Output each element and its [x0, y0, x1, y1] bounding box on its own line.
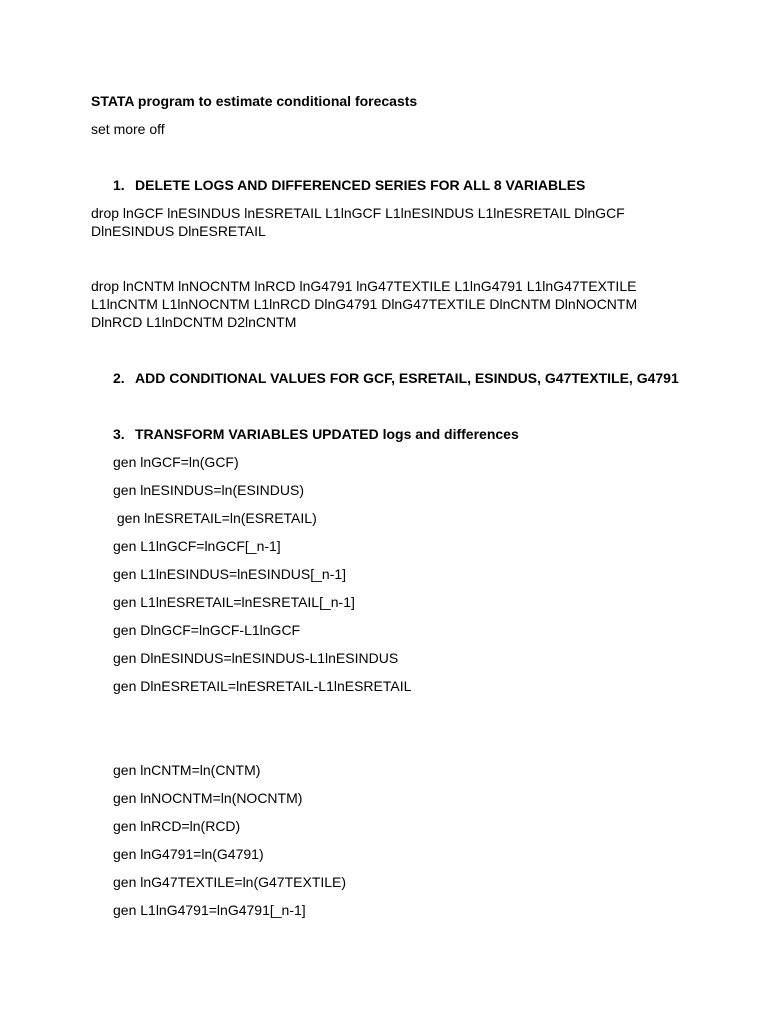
step-2-heading-text: ADD CONDITIONAL VALUES FOR GCF, ESRETAIL, ESINDUS, G47TEXTILE, G4791 [135, 370, 679, 386]
gen-command: gen lnGCF=ln(GCF) [113, 454, 239, 470]
step-2-number: 2. [113, 370, 125, 386]
gen-command: gen L1lnGCF=lnGCF[_n-1] [113, 538, 281, 554]
document-title: STATA program to estimate conditional forecasts [91, 93, 418, 109]
gen-command: gen L1lnG4791=lnG4791[_n-1] [113, 902, 306, 918]
step-2-heading [113, 369, 679, 387]
gen-command: gen lnG4791=ln(G4791) [113, 846, 264, 862]
gen-command: gen DlnGCF=lnGCF-L1lnGCF [113, 622, 301, 638]
gen-command: gen lnESRETAIL=ln(ESRETAIL) [113, 510, 317, 526]
setup-command: set more off [91, 121, 165, 137]
step-3-heading [113, 425, 519, 443]
gen-command: gen lnESINDUS=ln(ESINDUS) [113, 482, 305, 498]
drop-command-b: drop lnCNTM lnNOCNTM lnRCD lnG4791 lnG47TEXTILE L1lnG4791 L1lnG47TEXTILE L1lnCNTM L1lnNOCNTM L1lnRCD DlnG4791 DlnG47TEXTILE DlnCNTM DlnNOCNTM DlnRCD L1lnDCNTM D2lnCNTM [91, 278, 638, 330]
gen-command: gen L1lnESRETAIL=lnESRETAIL[_n-1] [113, 594, 355, 610]
step-3-heading-text: TRANSFORM VARIABLES UPDATED logs and differences [135, 426, 519, 442]
step-1-heading-text: DELETE LOGS AND DIFFERENCED SERIES FOR ALL 8 VARIABLES [135, 177, 586, 193]
step-1-heading [113, 176, 585, 194]
gen-command: gen lnG47TEXTILE=ln(G47TEXTILE) [113, 874, 347, 890]
step-1-number: 1. [113, 177, 125, 193]
gen-command: gen lnCNTM=ln(CNTM) [113, 762, 261, 778]
gen-command: gen lnRCD=ln(RCD) [113, 818, 241, 834]
gen-command: gen DlnESINDUS=lnESINDUS-L1lnESINDUS [113, 650, 399, 666]
gen-command: gen DlnESRETAIL=lnESRETAIL-L1lnESRETAIL [113, 678, 412, 694]
gen-command: gen L1lnESINDUS=lnESINDUS[_n-1] [113, 566, 347, 582]
drop-command-a: drop lnGCF lnESINDUS lnESRETAIL L1lnGCF L1lnESINDUS L1lnESRETAIL DlnGCF DlnESINDUS DlnESRETAIL [91, 205, 625, 239]
step-3-number: 3. [113, 426, 125, 442]
gen-command: gen lnNOCNTM=ln(NOCNTM) [113, 790, 303, 806]
